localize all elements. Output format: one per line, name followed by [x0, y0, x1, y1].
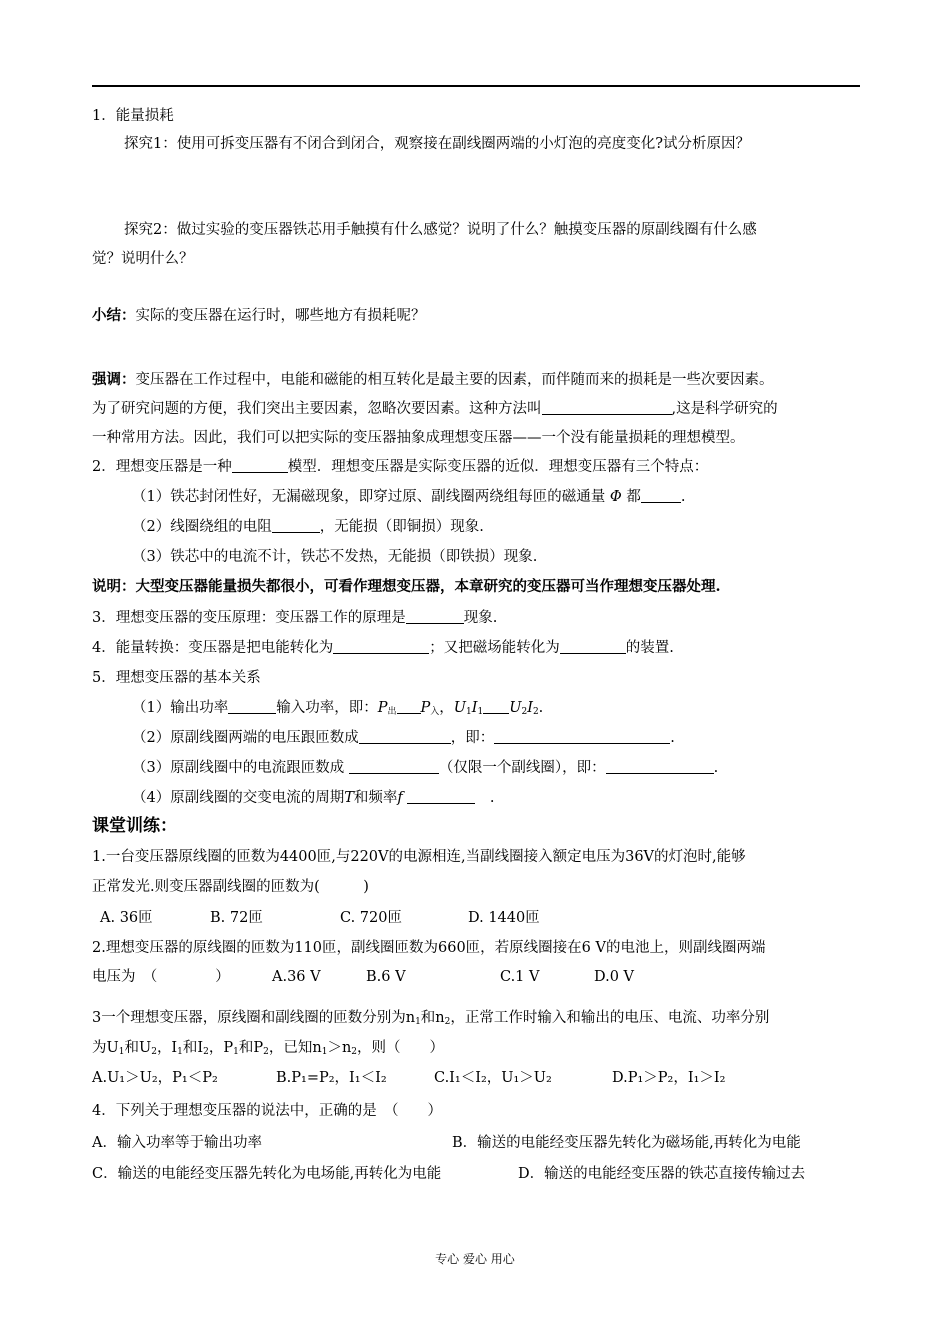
q3-b2: 和U: [124, 1040, 152, 1056]
relation-4: [132, 788, 912, 808]
s4-text-a: 4．能量转换：变压器是把电能转化为: [92, 640, 334, 656]
q3-sub-p2: 2: [263, 1047, 269, 1057]
feature-2-text-b: ，无能损（即铜损）现象.: [319, 519, 484, 535]
page-footer: 专心 爱心 用心: [435, 1252, 515, 1266]
q4-option-b[interactable]: B．输送的电能经变压器先转化为磁场能,再转化为电能: [452, 1135, 801, 1151]
probe-1: 探究1：使用可拆变压器有不闭合到闭合，观察接在副线圈两端的小灯泡的亮度变化?试分析原因？: [124, 136, 750, 152]
blank-voltage-formula[interactable]: [494, 729, 670, 744]
probe-2-line-b: 觉？说明什么？: [92, 251, 194, 267]
i2-symbol: I: [527, 700, 533, 716]
s4-text-b: ；又把磁场能转化为: [429, 640, 560, 656]
q3-sub-n1: 1: [321, 1047, 328, 1057]
q1-option-a[interactable]: A. 36匝: [100, 910, 153, 926]
feature-3: （3）铁芯中的电流不计，铁芯不发热，无能损（即铁损）现象.: [132, 549, 538, 565]
blank-resistance[interactable]: [272, 518, 320, 533]
s3-text-a: 3．理想变压器的变压原理：变压器工作的原理是: [92, 610, 406, 626]
summary-label: 小结：: [92, 307, 136, 324]
probe-2-line-a: 探究2：做过实验的变压器铁芯用手触摸有什么感觉？说明了什么？触摸变压器的原副线圈有什么感: [124, 222, 757, 238]
training-heading: 课堂训练：: [92, 816, 177, 836]
q2-option-a[interactable]: A.36 V: [272, 969, 321, 985]
relation-4-end: .: [489, 790, 495, 806]
summary: [92, 306, 872, 326]
q2-option-c[interactable]: C.1 V: [500, 969, 540, 985]
q3-sub-i1: 1: [177, 1047, 183, 1057]
f-symbol: f: [397, 790, 403, 806]
q3-sub-u1: 1: [118, 1047, 125, 1057]
emphasis-line-c: 一种常用方法。因此，我们可以把实际的变压器抽象成理想变压器——一个没有能量损耗的理想模型。: [92, 430, 745, 446]
q3-b4: 和I: [182, 1040, 204, 1056]
relation-2-end: .: [670, 730, 675, 746]
blank-power[interactable]: [228, 699, 276, 714]
q3-b8: ＞n: [327, 1040, 352, 1056]
u1-sub: 1: [466, 707, 472, 717]
question-3-line-b: [92, 1038, 872, 1058]
q4-option-d[interactable]: D．输送的电能经变压器的铁芯直接传输过去: [518, 1166, 806, 1182]
blank-method[interactable]: [542, 400, 672, 415]
q1-option-c[interactable]: C. 720匝: [340, 910, 402, 926]
i1-symbol: I: [471, 700, 478, 716]
section-2: [92, 457, 872, 477]
question-2-line-a: 2.理想变压器的原线圈的匝数为110匝，副线圈匝数为660匝，若原线圈接在6 V的电池上，则副线圈两端: [92, 940, 766, 956]
u1-symbol: U: [453, 700, 467, 716]
emphasis-text-b2: ,这是科学研究的: [671, 401, 778, 417]
p-symbol-in: P: [420, 700, 431, 716]
q3-option-a[interactable]: A.U₁＞U₂，P₁＜P₂: [92, 1070, 218, 1086]
feature-1: [132, 487, 912, 507]
u2-symbol: U: [509, 700, 522, 716]
relation-2: [132, 728, 912, 748]
feature-2: [132, 517, 912, 537]
emphasis-text-a: 变压器在工作过程中，电能和磁能的相互转化是最主要的因素，而伴随而来的损耗是一些次要因素。: [135, 372, 774, 388]
blank-period[interactable]: [407, 789, 475, 804]
section-3: [92, 608, 872, 628]
q2-option-d[interactable]: D.0 V: [594, 969, 635, 985]
q3-b5: ，P: [208, 1040, 234, 1056]
emphasis-line-a: [92, 370, 872, 390]
section-4: [92, 638, 872, 658]
relation-2-text-b: ，即：: [450, 730, 495, 746]
s2-text-a: 2．理想变压器是一种: [92, 459, 232, 475]
q3-b7: ，已知n: [268, 1040, 322, 1056]
question-1-line-a: 1.一台变压器原线圈的匝数为4400匝,与220V的电源相连,当副线圈接入额定电压为36V的灯泡时,能够: [92, 849, 746, 865]
q3-b6: 和P: [238, 1040, 264, 1056]
q3-b9: ，则（ ）: [357, 1040, 445, 1056]
blank-model[interactable]: [232, 458, 288, 473]
question-1-line-b: 正常发光.则变压器副线圈的匝数为( ): [92, 879, 369, 895]
t-symbol: T: [344, 790, 354, 806]
relation-1: （1）输出功率 输入功率，即：$P_出$ $P_入$，$U_1I_1$ $U_2I_2$.: [132, 700, 544, 717]
blank-current-ratio[interactable]: [349, 759, 439, 774]
n2-sub: 2: [444, 1017, 451, 1027]
blank-power-eq[interactable]: [397, 699, 421, 714]
question-4: 4．下列关于理想变压器的说法中，正确的是 （ ）: [92, 1103, 442, 1119]
emphasis-label: 强调：: [92, 371, 136, 388]
feature-2-text: （2）线圈绕组的电阻: [132, 519, 272, 535]
i1-sub: 1: [477, 707, 484, 717]
relation-4-text-b: 和频率: [353, 790, 398, 806]
question-3-line-a: [92, 1008, 872, 1028]
q3-option-c[interactable]: C.I₁＜I₂，U₁＞U₂: [434, 1070, 552, 1086]
relation-1-text-b: 输入功率，即：: [276, 700, 378, 716]
q3-text-1: 3一个理想变压器，原线圈和副线圈的匝数分别为n: [92, 1010, 416, 1026]
n1-sub: 1: [415, 1017, 421, 1027]
blank-flux[interactable]: [641, 488, 681, 503]
s4-text-c: 的装置.: [625, 640, 674, 656]
section-1-title: 1．能量损耗: [92, 108, 174, 124]
sub-in: 入: [430, 707, 440, 717]
q1-option-d[interactable]: D. 1440匝: [468, 910, 540, 926]
q3-b1: 为U: [92, 1040, 119, 1056]
question-2-line-b: 电压为 （ ）: [92, 969, 230, 985]
q3-text-3: ，正常工作时输入和输出的电压、电流、功率分别: [450, 1010, 770, 1026]
blank-current-formula[interactable]: [606, 759, 714, 774]
q3-b3: ，I: [156, 1040, 178, 1056]
blank-energy-2[interactable]: [560, 639, 626, 654]
section-5: 5．理想变压器的基本关系: [92, 670, 261, 686]
phi-symbol: Φ: [609, 489, 622, 505]
s2-text-b: 模型．理想变压器是实际变压器的近似．理想变压器有三个特点：: [287, 459, 709, 475]
q3-sub-n2: 2: [351, 1047, 358, 1057]
relation-4-text-a: （4）原副线圈的交变电流的周期: [132, 790, 345, 806]
emphasis-text-b1: 为了研究问题的方便，我们突出主要因素，忽略次要因素。这种方法叫: [92, 401, 542, 417]
q3-option-b[interactable]: B.P₁=P₂，I₁＜I₂: [276, 1070, 387, 1086]
u2-sub: 2: [521, 707, 528, 717]
q1-option-b[interactable]: B. 72匝: [210, 910, 263, 926]
relation-3-text-a: （3）原副线圈中的电流跟匝数成: [132, 760, 345, 776]
relation-3: [132, 758, 912, 778]
relation-3-end: .: [713, 760, 719, 776]
s3-text-b: 现象.: [463, 610, 498, 626]
feature-1-text: （1）铁芯封闭性好，无漏磁现象，即穿过原、副线圈两绕组每匝的磁通量: [132, 489, 606, 505]
relation-2-text-a: （2）原副线圈两端的电压跟匝数成: [132, 730, 359, 746]
q2-option-b[interactable]: B.6 V: [366, 969, 406, 985]
feature-1-text-b: 都: [626, 489, 641, 505]
header-rule: [92, 85, 860, 87]
relation-1-end: .: [538, 700, 544, 716]
q3-sub-p1: 1: [233, 1047, 239, 1057]
feature-1-end: .: [680, 489, 686, 505]
p-symbol-out: P: [377, 700, 388, 716]
q4-option-a[interactable]: A．输入功率等于输出功率: [92, 1135, 262, 1151]
q3-sub-u2: 2: [151, 1047, 157, 1057]
q3-text-2: 和n: [420, 1010, 445, 1026]
blank-ui[interactable]: [483, 699, 509, 714]
summary-text: 实际的变压器在运行时，哪些地方有损耗呢？: [135, 308, 426, 324]
emphasis-line-b: [92, 399, 872, 419]
relation-1-text-a: （1）输出功率: [132, 700, 229, 716]
note: 说明：大型变压器能量损失都很小，可看作理想变压器，本章研究的变压器可当作理想变压器处理.: [92, 578, 721, 595]
q3-sub-i2: 2: [203, 1047, 209, 1057]
q3-option-d[interactable]: D.P₁＞P₂，I₁＞I₂: [612, 1070, 726, 1086]
blank-energy-1[interactable]: [333, 639, 429, 654]
i2-sub: 2: [532, 707, 539, 717]
relation-3-text-b: （仅限一个副线圈），即：: [438, 760, 606, 776]
blank-principle[interactable]: [406, 609, 464, 624]
sub-out: 出: [387, 707, 397, 717]
blank-voltage-ratio[interactable]: [359, 729, 451, 744]
q4-option-c[interactable]: C．输送的电能经变压器先转化为电场能,再转化为电能: [92, 1166, 442, 1182]
